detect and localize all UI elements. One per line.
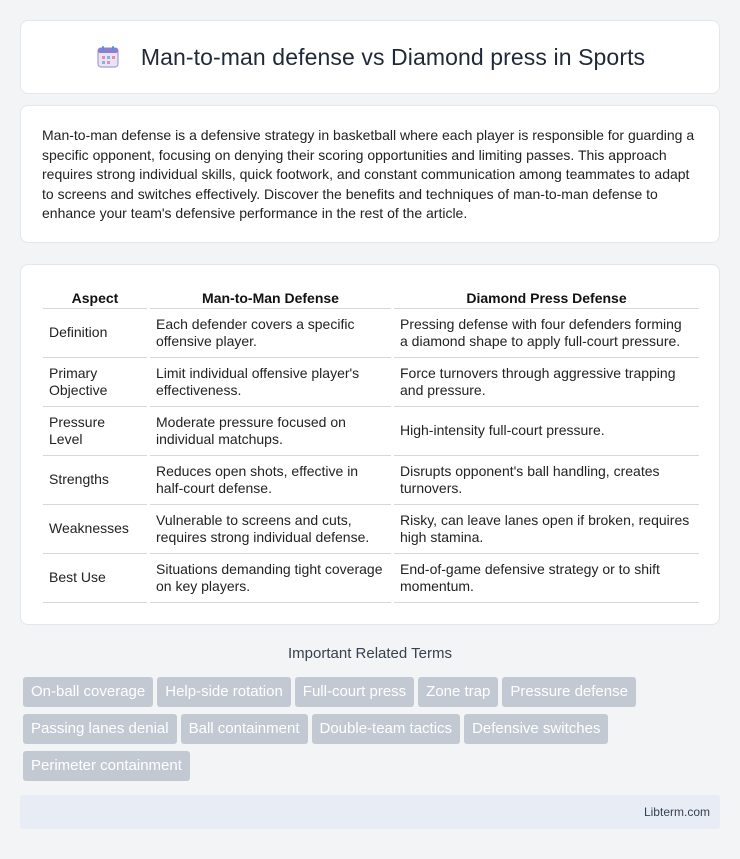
table-row	[43, 554, 699, 603]
row-diamond-press: Force turnovers through aggressive trapping and pressure.	[394, 358, 699, 407]
row-man-to-man: Limit individual offensive player's effectiveness.	[150, 358, 391, 407]
page-title: Man-to-man defense vs Diamond press in Sports	[140, 43, 646, 70]
header-aspect: Aspect	[43, 285, 147, 309]
row-aspect: Best Use	[43, 554, 147, 603]
row-diamond-press: End-of-game defensive strategy or to shift momentum.	[394, 554, 699, 603]
row-aspect: Pressure Level	[43, 407, 147, 456]
intro-text: Man-to-man defense is a defensive strategy in basketball where each player is responsible for guarding a specific opponent, focusing on denying their scoring opportunities and limiting passes. This approach requires strong individual skills, quick footwork, and constant communication among teammates to adapt to screens and switches effectively. Discover the benefits and techniques of man-to-man defense to enhance your team's defensive performance in the rest of the article.	[42, 127, 695, 222]
row-man-to-man: Each defender covers a specific offensive player.	[150, 309, 391, 358]
tag-on-ball-coverage[interactable]: On-ball coverage	[23, 677, 153, 707]
row-man-to-man: Vulnerable to screens and cuts, requires strong individual defense.	[150, 505, 391, 554]
row-aspect: Primary Objective	[43, 358, 147, 407]
tag-pressure-defense[interactable]: Pressure defense	[502, 677, 636, 707]
footer	[20, 795, 720, 829]
table-row	[43, 505, 699, 554]
intro-card	[20, 105, 720, 243]
tag-passing-lanes-denial[interactable]: Passing lanes denial	[23, 714, 177, 744]
header-diamond-press: Diamond Press Defense	[394, 285, 699, 309]
table-row	[43, 407, 699, 456]
row-diamond-press: High-intensity full-court pressure.	[394, 407, 699, 456]
related-terms-title: Important Related Terms	[288, 645, 452, 662]
row-aspect: Weaknesses	[43, 505, 147, 554]
comparison-table	[43, 285, 699, 603]
table-row	[43, 358, 699, 407]
header-man-to-man: Man-to-Man Defense	[150, 285, 391, 309]
row-aspect: Definition	[43, 309, 147, 358]
header-card	[20, 20, 720, 94]
tag-defensive-switches[interactable]: Defensive switches	[464, 714, 608, 744]
row-man-to-man: Situations demanding tight coverage on key players.	[150, 554, 391, 603]
tag-ball-containment[interactable]: Ball containment	[181, 714, 308, 744]
table-header-row	[43, 285, 699, 309]
footer-site-link[interactable]: Libterm.com	[643, 805, 710, 819]
tag-full-court-press[interactable]: Full-court press	[295, 677, 414, 707]
table-row	[43, 309, 699, 358]
related-terms-list	[23, 677, 703, 788]
tag-double-team-tactics[interactable]: Double-team tactics	[312, 714, 461, 744]
row-aspect: Strengths	[43, 456, 147, 505]
row-diamond-press: Risky, can leave lanes open if broken, requires high stamina.	[394, 505, 699, 554]
tag-zone-trap[interactable]: Zone trap	[418, 677, 498, 707]
row-man-to-man: Reduces open shots, effective in half-court defense.	[150, 456, 391, 505]
comparison-card	[20, 264, 720, 625]
tag-help-side-rotation[interactable]: Help-side rotation	[157, 677, 291, 707]
row-man-to-man: Moderate pressure focused on individual matchups.	[150, 407, 391, 456]
table-row	[43, 456, 699, 505]
calendar-icon	[95, 44, 121, 70]
row-diamond-press: Pressing defense with four defenders forming a diamond shape to apply full-court pressure.	[394, 309, 699, 358]
row-diamond-press: Disrupts opponent's ball handling, creates turnovers.	[394, 456, 699, 505]
tag-perimeter-containment[interactable]: Perimeter containment	[23, 751, 190, 781]
